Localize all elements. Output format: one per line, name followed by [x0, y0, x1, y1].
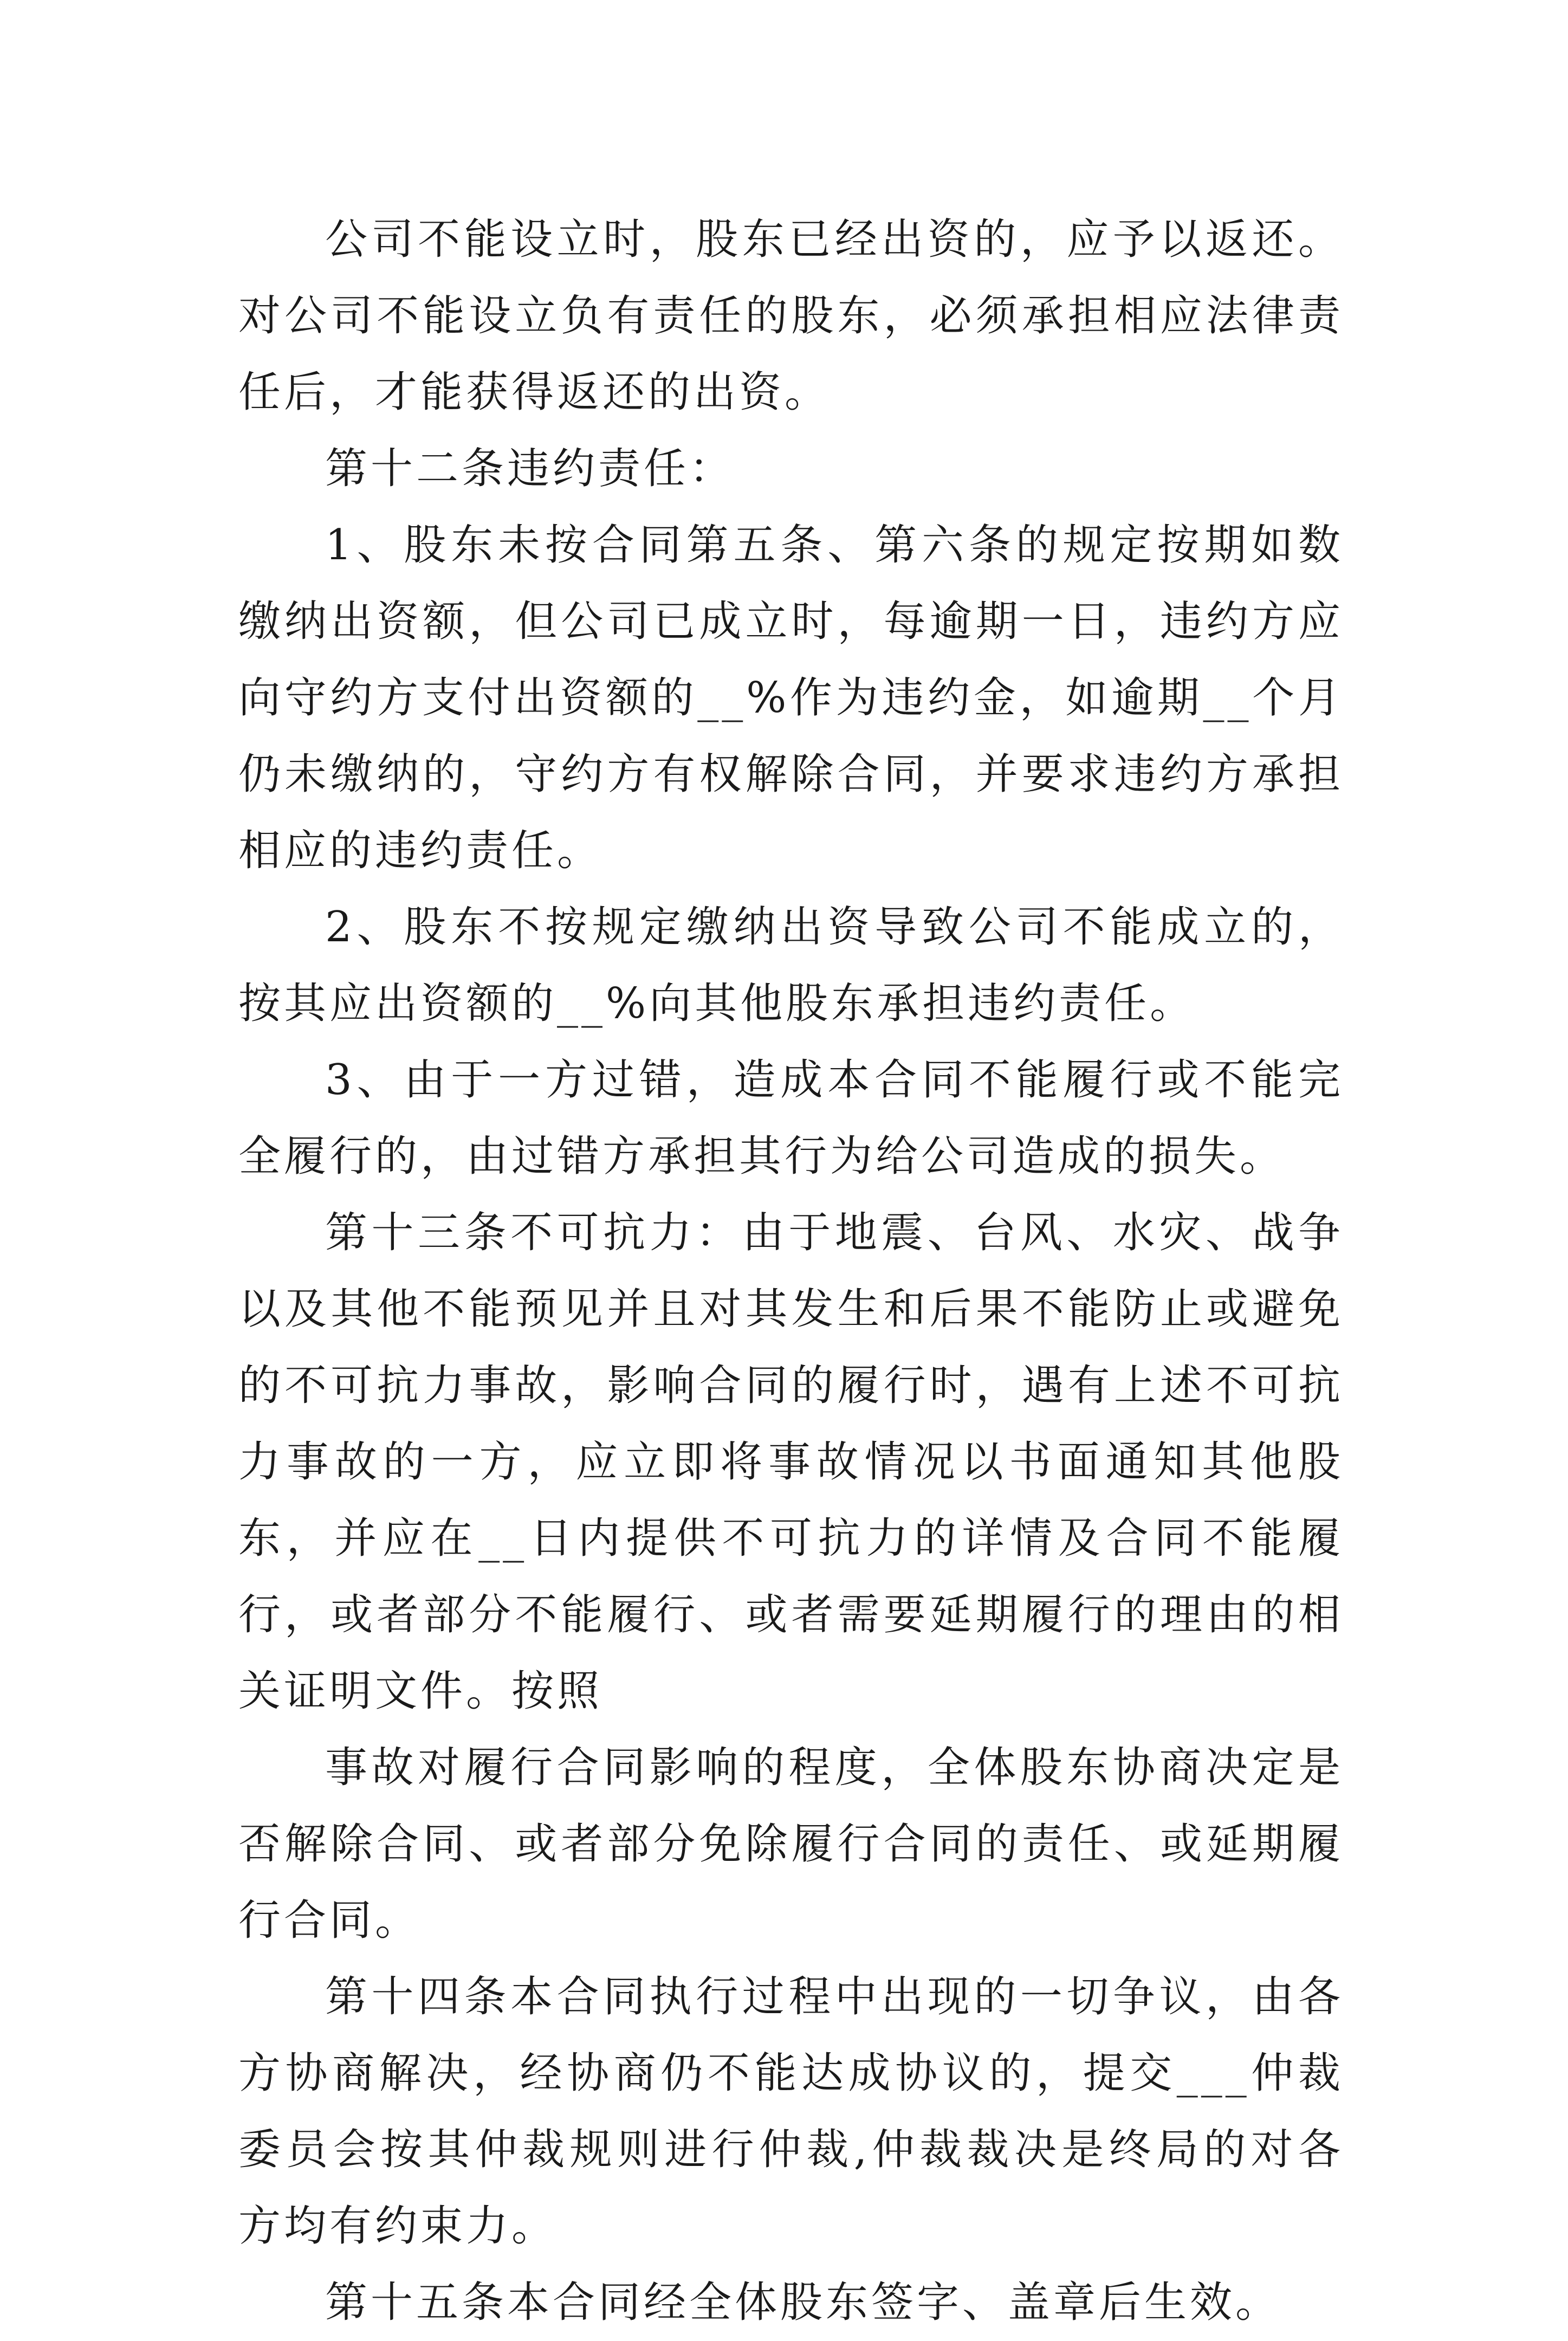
paragraph-breach-clause-2: 2、股东不按规定缴纳出资导致公司不能成立的，按其应出资额的__%向其他股东承担违约责任。: [238, 903, 1344, 1028]
paragraph-force-majeure-continued: 事故对履行合同影响的程度，全体股东协商决定是否解除合同、或者部分免除履行合同的责任、或延期履行合同。: [238, 1743, 1344, 1945]
paragraph-breach-clause-3: 3、由于一方过错，造成本合同不能履行或不能完全履行的，由过错方承担其行为给公司造成的损失。: [238, 1056, 1344, 1181]
paragraph-article-15-effectiveness: 第十五条本合同经全体股东签字、盖章后生效。: [325, 2278, 1281, 2327]
document-body: [238, 202, 1344, 2341]
heading-article-12-breach: 第十二条违约责任：: [325, 444, 735, 493]
paragraph-refund-on-failure: 公司不能设立时，股东已经出资的，应予以返还。对公司不能设立负有责任的股东，必须承担相应法律责任后，才能获得返还的出资。: [238, 215, 1344, 417]
paragraph-article-14-disputes: 第十四条本合同执行过程中出现的一切争议，由各方协商解决，经协商仍不能达成协议的，提交___仲裁委员会按其仲裁规则进行仲裁,仲裁裁决是终局的对各方均有约束力。: [238, 1973, 1344, 2251]
paragraph-breach-clause-1: 1、股东未按合同第五条、第六条的规定按期如数缴纳出资额，但公司已成立时，每逾期一日，违约方应向守约方支付出资额的__%作为违约金，如逾期__个月仍未缴纳的，守约方有权解除合同，并要求违约方承担相应的违约责任。: [238, 521, 1344, 875]
paragraph-article-13-force-majeure: 第十三条不可抗力：由于地震、台风、水灾、战争以及其他不能预见并且对其发生和后果不能防止或避免的不可抗力事故，影响合同的履行时，遇有上述不可抗力事故的一方，应立即将事故情况以书面通知其他股东，并应在__日内提供不可抗力的详情及合同不能履行，或者部分不能履行、或者需要延期履行的理由的相关证明文件。按照: [238, 1208, 1344, 1716]
